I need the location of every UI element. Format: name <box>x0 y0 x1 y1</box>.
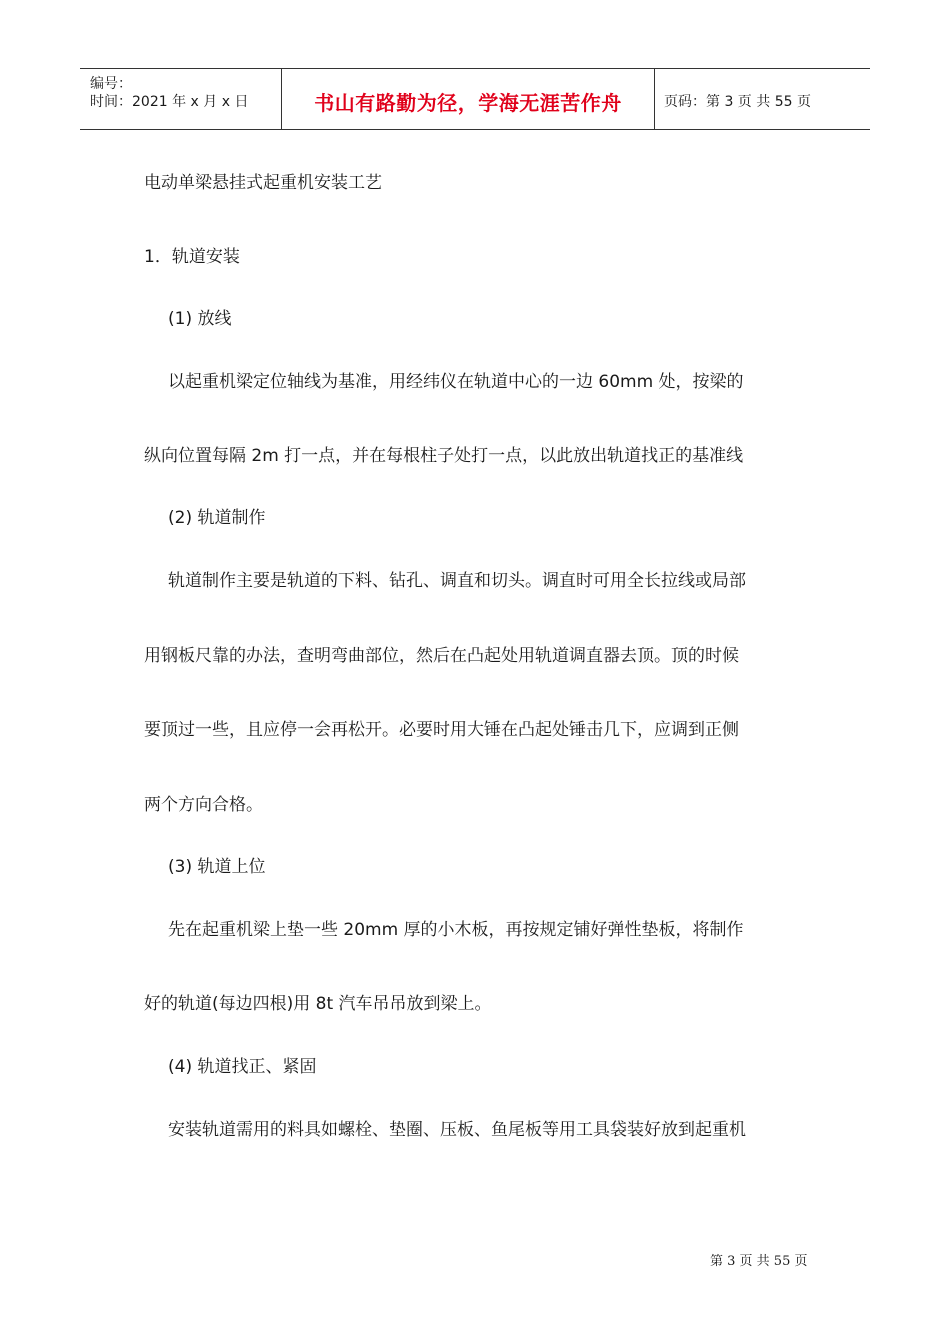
header-right-cell <box>654 69 870 129</box>
subsection-heading: (4) 轨道找正、紧固 <box>168 1057 317 1077</box>
document-title: 电动单梁悬挂式起重机安装工艺 <box>144 173 382 193</box>
subsection-heading: (1) 放线 <box>168 309 232 329</box>
page-header <box>80 68 870 130</box>
page-footer: 第 3 页 共 55 页 <box>710 1254 808 1269</box>
header-middle-cell <box>281 69 655 129</box>
section-heading: 1．轨道安装 <box>144 247 240 267</box>
header-motto: 书山有路勤为径，学海无涯苦作舟 <box>314 91 622 115</box>
paragraph-line: 以起重机梁定位轴线为基准，用经纬仪在轨道中心的一边 60mm 处，按梁的 <box>168 372 744 392</box>
subsection-heading: (3) 轨道上位 <box>168 857 266 877</box>
subsection-heading: (2) 轨道制作 <box>168 508 266 528</box>
paragraph-line: 用钢板尺靠的办法，查明弯曲部位，然后在凸起处用轨道调直器去顶。顶的时候 <box>144 646 739 666</box>
paragraph-line: 两个方向合格。 <box>144 795 263 815</box>
document-code-label: 编号： <box>90 76 132 92</box>
header-page-info: 页码：第 3 页 共 55 页 <box>664 94 811 110</box>
paragraph-line: 好的轨道(每边四根)用 8t 汽车吊吊放到梁上。 <box>144 994 492 1014</box>
paragraph-line: 要顶过一些，且应停一会再松开。必要时用大锤在凸起处锤击几下，应调到正侧 <box>144 720 739 740</box>
paragraph-line: 纵向位置每隔 2m 打一点，并在每根柱子处打一点，以此放出轨道找正的基准线 <box>144 446 744 466</box>
paragraph-line: 轨道制作主要是轨道的下料、钻孔、调直和切头。调直时可用全长拉线或局部 <box>168 571 746 591</box>
document-date: 时间：2021 年 x 月 x 日 <box>90 94 249 110</box>
paragraph-line: 先在起重机梁上垫一些 20mm 厚的小木板，再按规定铺好弹性垫板，将制作 <box>168 920 744 940</box>
header-left-cell <box>80 69 280 129</box>
paragraph-line: 安装轨道需用的料具如螺栓、垫圈、压板、鱼尾板等用工具袋装好放到起重机 <box>168 1120 746 1140</box>
